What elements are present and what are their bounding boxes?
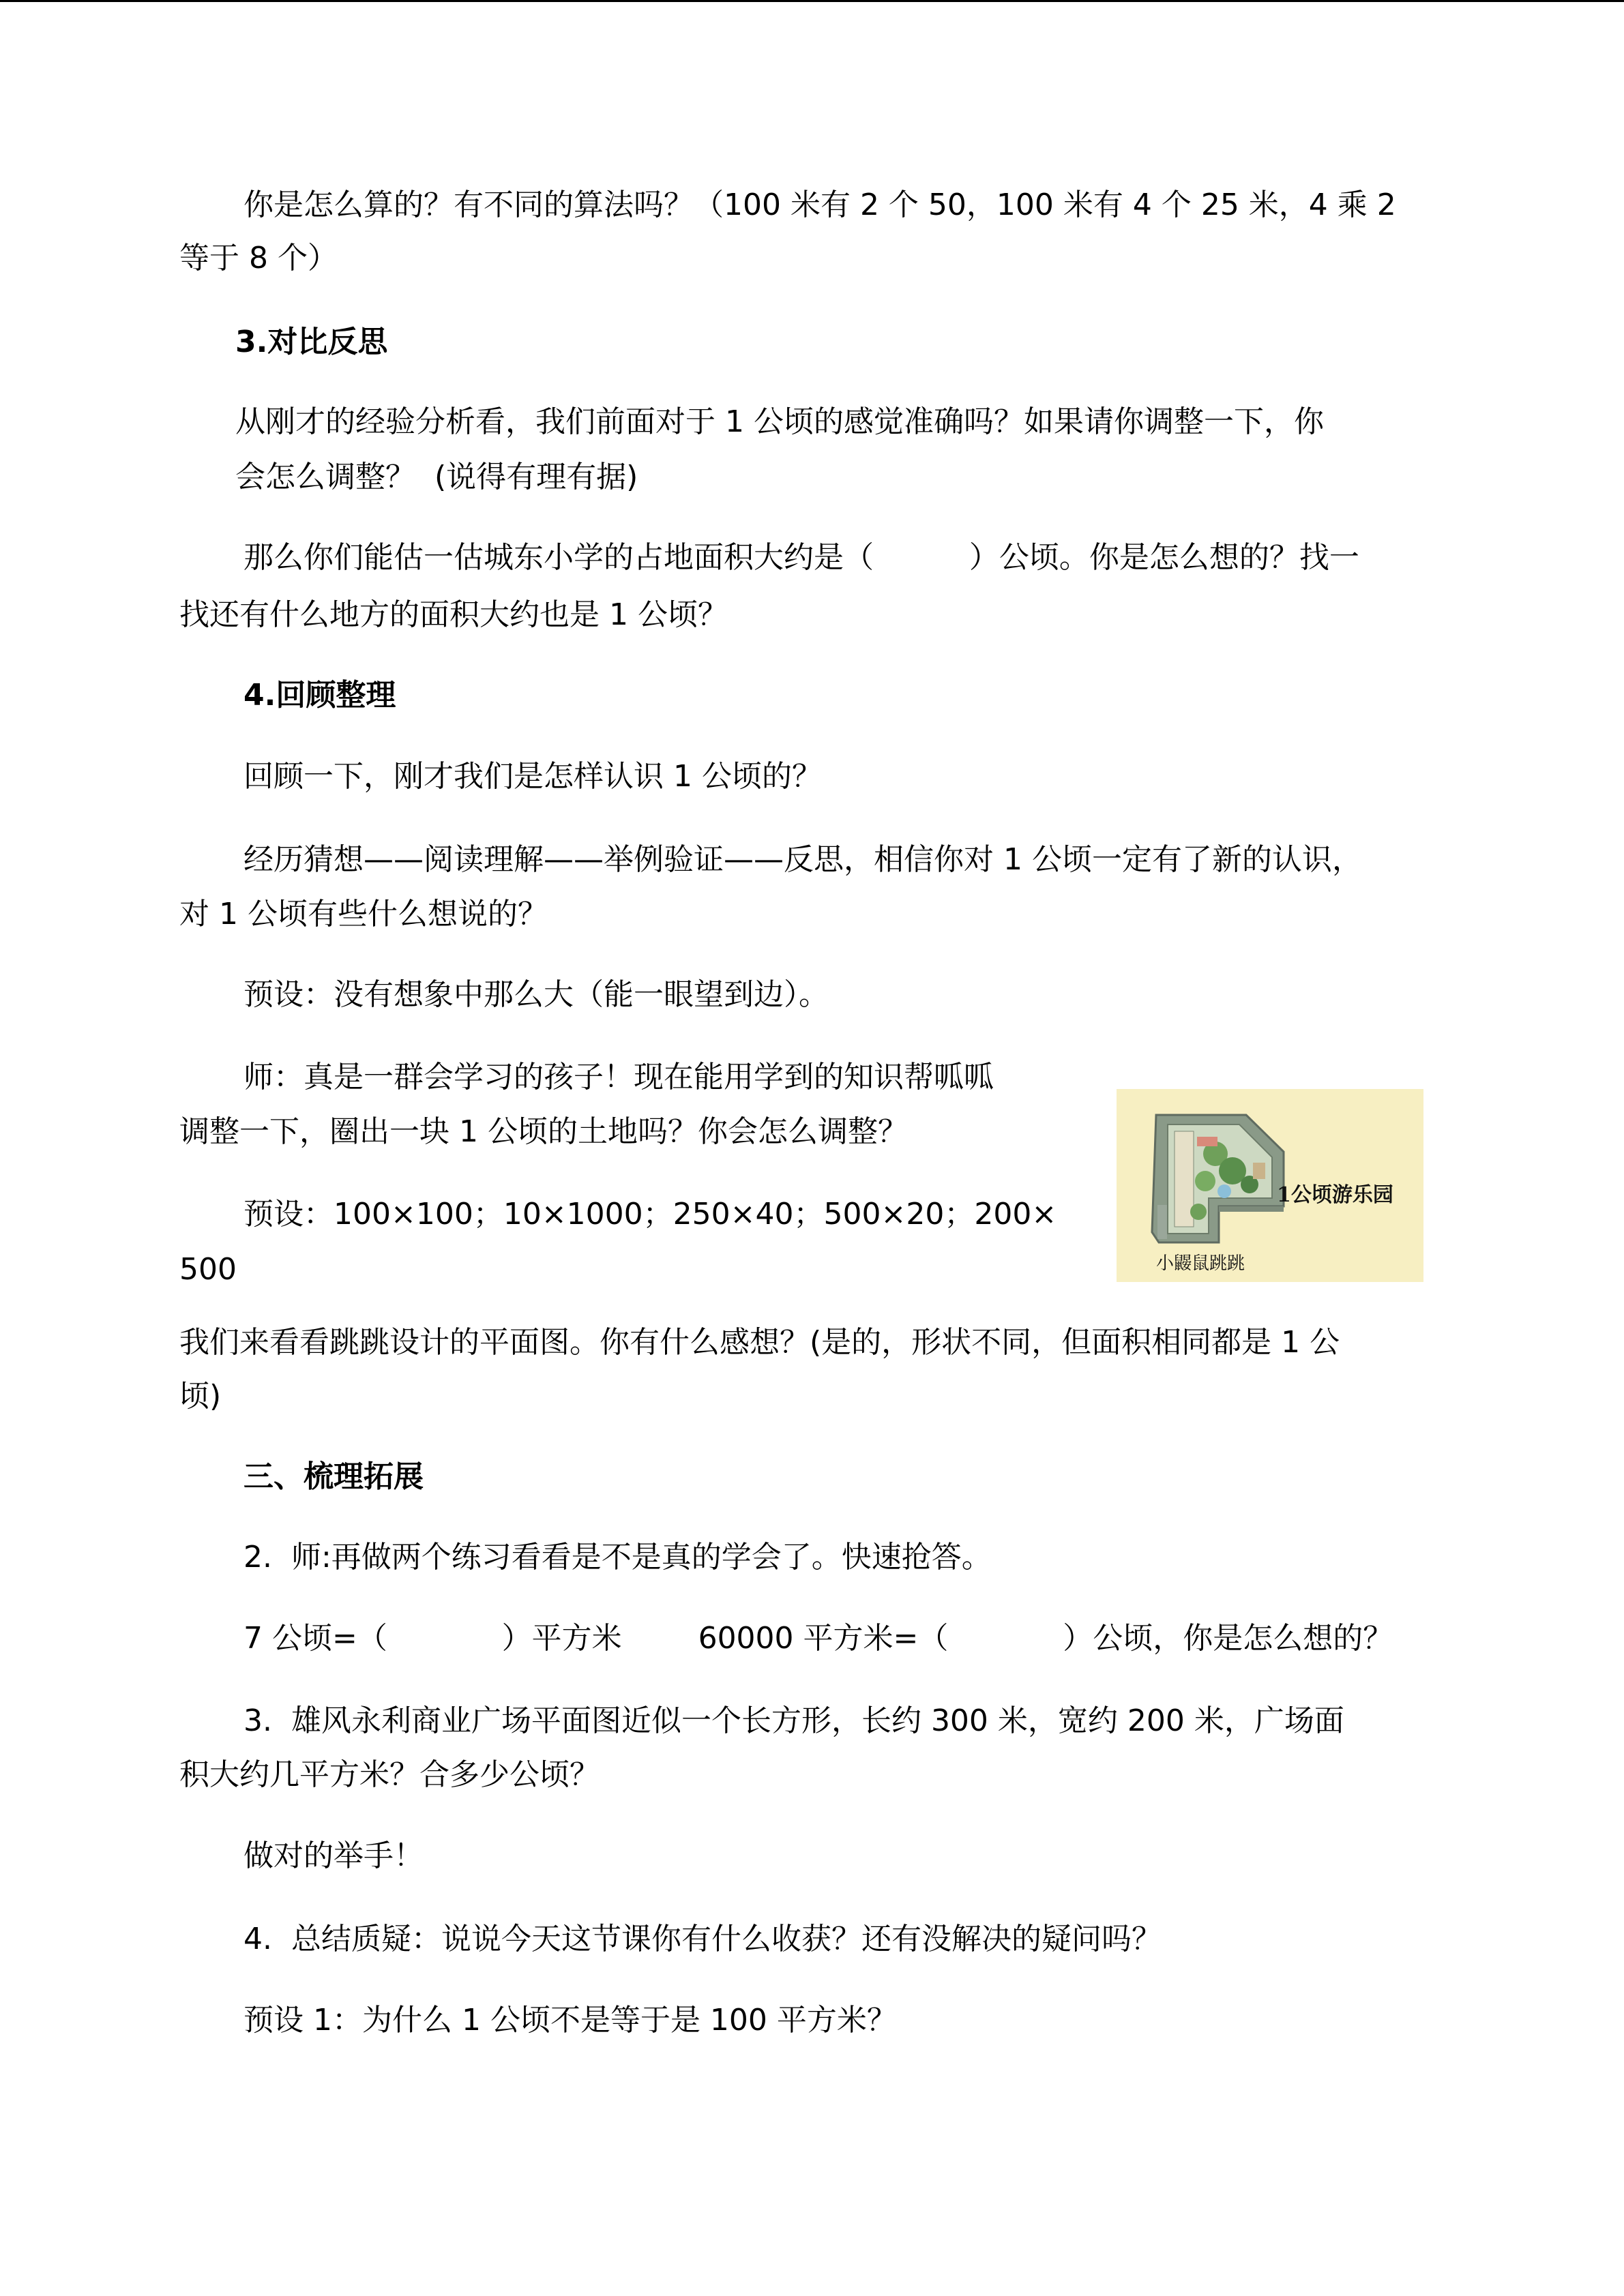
paragraph-preset-2-line-1: 预设：100×100；10×1000；250×40；500×20；200× bbox=[243, 1197, 1057, 1232]
paragraph-teacher-line-1: 师：真是一群会学习的孩子！现在能用学到的知识帮呱呱 bbox=[243, 1060, 994, 1094]
exercise-3-line-1: 3. 雄风永利商业广场平面图近似一个长方形，长约 300 米，宽约 200 米，广场面 bbox=[243, 1703, 1344, 1738]
paragraph-adjust-line-1: 从刚才的经验分析看，我们前面对于 1 公顷的感觉准确吗？如果请你调整一下，你 bbox=[235, 404, 1324, 439]
paragraph-experience-line-1: 经历猜想——阅读理解——举例验证——反思，相信你对 1 公顷一定有了新的认识， bbox=[243, 842, 1362, 877]
paragraph-design-line-1: 我们来看看跳跳设计的平面图。你有什么感想？(是的，形状不同，但面积相同都是 1 公 bbox=[179, 1325, 1340, 1360]
page-top-border bbox=[0, 0, 1624, 2]
paragraph-experience-line-2: 对 1 公顷有些什么想说的？ bbox=[179, 897, 548, 931]
figure-title: 1公顷游乐园 bbox=[1277, 1183, 1393, 1207]
exercise-2-intro: 2. 师:再做两个练习看看是不是真的学会了。快速抢答。 bbox=[243, 1540, 992, 1575]
heading-sort-expand: 三、梳理拓展 bbox=[243, 1459, 424, 1494]
exercise-3-raise-hands: 做对的举手！ bbox=[243, 1838, 424, 1873]
summary-question: 4. 总结质疑：说说今天这节课你有什么收获？还有没解决的疑问吗？ bbox=[243, 1922, 1162, 1956]
summary-preset-1: 预设 1：为什么 1 公顷不是等于是 100 平方米？ bbox=[243, 2003, 897, 2038]
figure-caption: 小鼹鼠跳跳 bbox=[1156, 1253, 1245, 1274]
park-plan-figure bbox=[1117, 1089, 1423, 1282]
paragraph-estimate-line-2: 找还有什么地方的面积大约也是 1 公顷？ bbox=[179, 597, 728, 632]
paragraph-teacher-line-2: 调整一下，圈出一块 1 公顷的土地吗？你会怎么调整？ bbox=[179, 1114, 908, 1149]
paragraph-estimate-line-1: 那么你们能估一估城东小学的占地面积大约是（ ）公顷。你是怎么想的？找一 bbox=[243, 540, 1359, 575]
paragraph-preset-1: 预设：没有想象中那么大（能一眼望到边）。 bbox=[243, 977, 829, 1012]
exercise-2-blanks: 7 公顷=（ ）平方米 60000 平方米=（ ）公顷，你是怎么想的？ bbox=[243, 1621, 1393, 1656]
paragraph-design-line-2: 顷) bbox=[179, 1379, 222, 1414]
heading-compare-reflect: 3.对比反思 bbox=[235, 325, 388, 359]
paragraph-review-question: 回顾一下，刚才我们是怎样认识 1 公顷的？ bbox=[243, 759, 822, 794]
heading-review: 4.回顾整理 bbox=[243, 678, 396, 713]
paragraph-preset-2-line-2: 500 bbox=[179, 1252, 237, 1287]
paragraph-adjust-line-2: 会怎么调整？ (说得有理有据) bbox=[235, 460, 638, 494]
exercise-3-line-2: 积大约几平方米？合多少公顷？ bbox=[179, 1757, 600, 1792]
paragraph-calc-question-line-2: 等于 8 个） bbox=[179, 241, 338, 275]
paragraph-calc-question-line-1: 你是怎么算的？有不同的算法吗？（100 米有 2 个 50，100 米有 4 个 25 米，4 乘 2 bbox=[243, 188, 1396, 222]
